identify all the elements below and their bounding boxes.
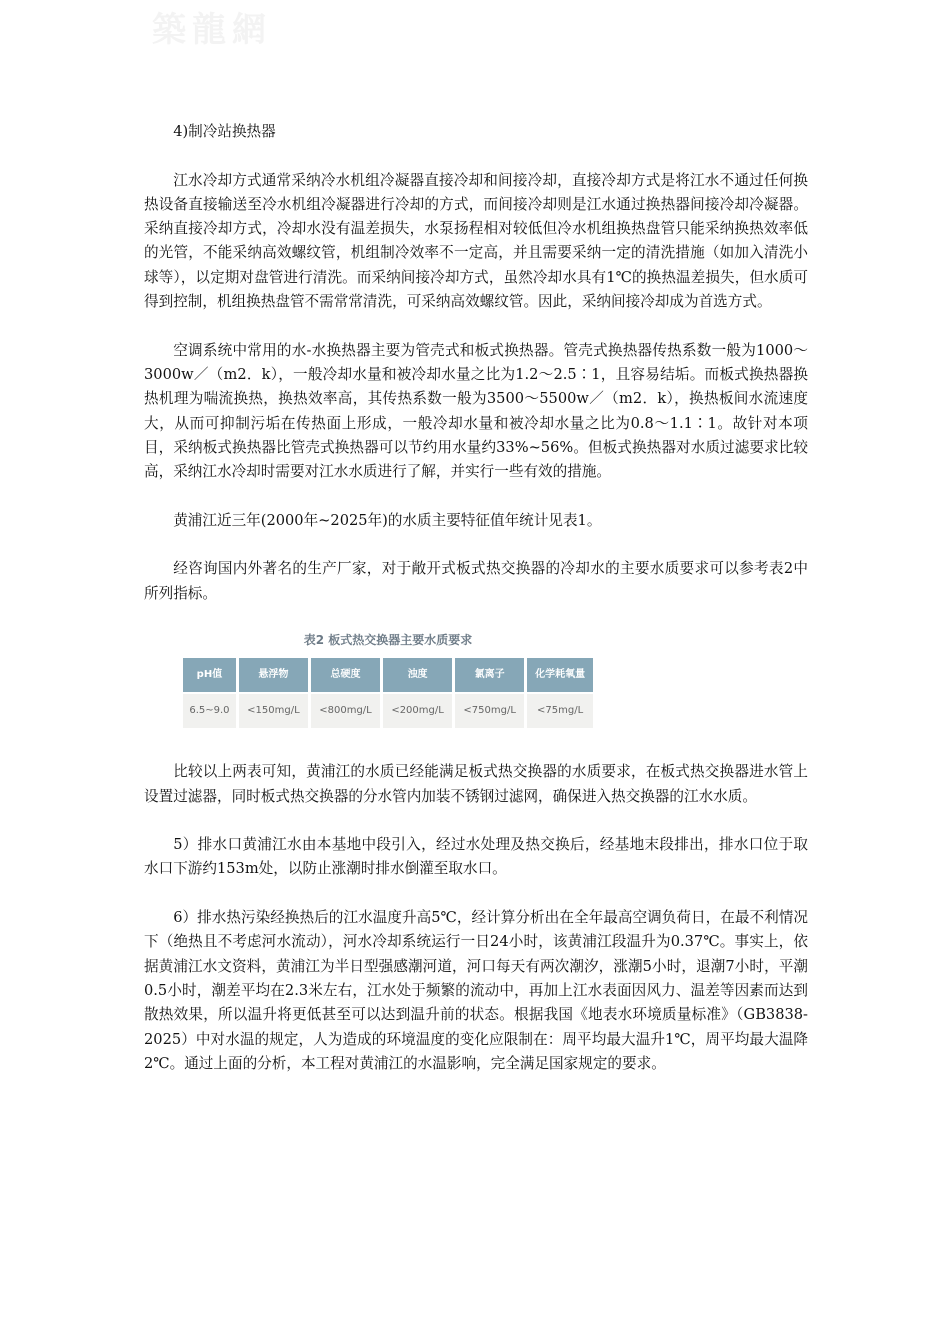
table-header-cell: 浊度: [383, 658, 452, 692]
paragraph-thermal-pollution: 6）排水热污染经换热后的江水温度升高5℃，经计算分析出在全年最高空调负荷日，在最不利情况下（绝热且不考虑河水流动），河水冷却系统运行一日24小时，该黄浦江段温升为0.37℃。事实上，依据黄浦江水文资料，黄浦江为半日型强感潮河道，河口每天有两次潮汐，涨潮5小时，退潮7小时，平潮0.5小时，潮差平均在2.3米左右，江水处于频繁的流动中，再加上江水表面因风力、温差等因素而达到散热效果，所以温升将更低甚至可以达到温升前的状态。根据我国《地表水环境质量标准》（GB3838-2025）中对水温的规定，人为造成的环境温度的变化应限制在：周平均最大温升1℃，周平均最大温降2℃。通过上面的分析，本工程对黄浦江的水温影响，完全满足国家规定的要求。: [144, 909, 808, 1072]
table-header-cell: 氯离子: [455, 658, 524, 692]
paragraph-heat-exchanger-types: 空调系统中常用的水-水换热器主要为管壳式和板式换热器。管壳式换热器传热系数一般为1000～3000w／（m2．k），一般冷却水量和被冷却水量之比为1.2～2.5∶1，且容易结垢。而板式换热器换热机理为喘流换热，换热效率高，其传热系数一般为3500～5500w／（m2．k），换热板间水流速度大，从而可抑制污垢在传热面上形成，一般冷却水量和被冷却水量之比为0.8～1.1∶1。故针对本项目，采纳板式换热器比管壳式换热器可以节约用水量约33%~56%。但板式换热器对水质过滤要求比较高，采纳江水冷却时需要对江水水质进行了解，并实行一些有效的措施。: [144, 341, 808, 481]
table-cell: <75mg/L: [527, 694, 593, 728]
table-cell: <800mg/L: [311, 694, 380, 728]
table-row: [183, 694, 593, 728]
table-cell: 6.5~9.0: [183, 694, 236, 728]
table-header-cell: pH值: [183, 658, 236, 692]
table-header-cell: 化学耗氧量: [527, 658, 593, 692]
water-quality-table-figure: [180, 630, 596, 730]
paragraph-cooling-methods: 江水冷却方式通常采纳冷水机组冷凝器直接冷却和间接冷却，直接冷却方式是将江水不通过任何换热设备直接输送至冷水机组冷凝器进行冷却的方式，而间接冷却则是江水通过换热器间接冷却冷凝器。采纳直接冷却方式，冷却水没有温差损失，水泵扬程相对较低但冷水机组换热盘管只能采纳换热效率低的光管，不能采纳高效螺纹管，机组制冷效率不一定高，并且需要采纳一定的清洗措施（如加入清洗小球等），以定期对盘管进行清洗。而采纳间接冷却方式，虽然冷却水具有1℃的换热温差损失，但水质可得到控制，机组换热盘管不需常常清洗，可采纳高效螺纹管。因此，采纳间接冷却成为首选方式。: [144, 171, 808, 311]
paragraph-water-quality-stats: 黄浦江近三年(2000年~2025年)的水质主要特征值年统计见表1。: [173, 511, 602, 529]
watermark-logo: 築龍網: [152, 10, 272, 50]
table-header-cell: 悬浮物: [239, 658, 308, 692]
table-header-cell: 总硬度: [311, 658, 380, 692]
table-caption: 表2 板式热交换器主要水质要求: [303, 633, 473, 648]
document-body: [144, 120, 808, 1100]
paragraph-comparison: 比较以上两表可知，黄浦江的水质已经能满足板式热交换器的水质要求，在板式热交换器进水管上设置过滤器，同时板式热交换器的分水管内加装不锈钢过滤网，确保进入热交换器的江水水质。: [144, 763, 808, 805]
table-cell: <150mg/L: [239, 694, 308, 728]
table-cell: <200mg/L: [383, 694, 452, 728]
paragraph-manufacturer-requirements: 经咨询国内外著名的生产厂家，对于敞开式板式热交换器的冷却水的主要水质要求可以参考表2中所列指标。: [144, 560, 808, 602]
paragraph-discharge-outlet: 5）排水口黄浦江水由本基地中段引入，经过水处理及热交换后，经基地末段排出，排水口位于取水口下游约153m处，以防止涨潮时排水倒灌至取水口。: [144, 836, 808, 878]
table-header-row: [183, 658, 593, 692]
water-quality-table: [180, 656, 596, 730]
table-cell: <750mg/L: [455, 694, 524, 728]
section-heading: 4)制冷站换热器: [173, 123, 276, 140]
